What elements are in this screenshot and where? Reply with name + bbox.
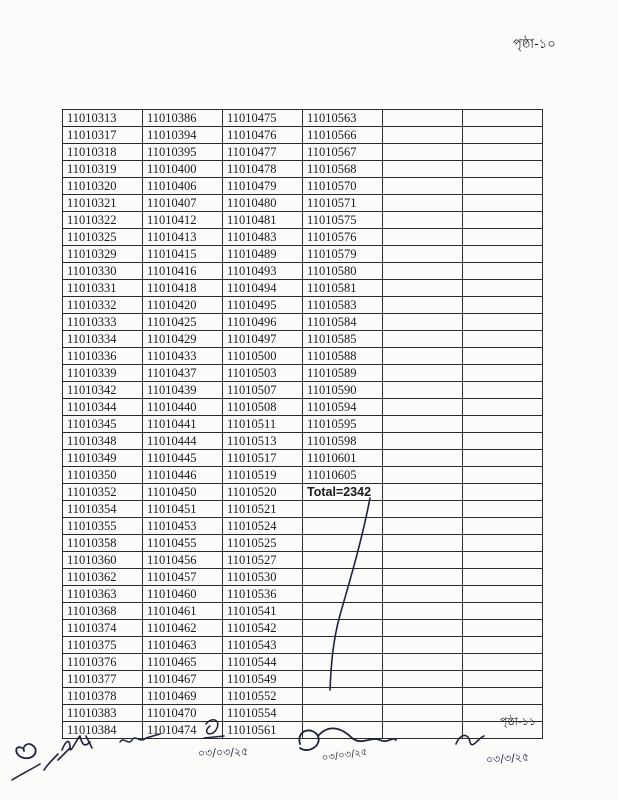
table-cell: 11010511 [223, 416, 303, 433]
table-cell: 11010520 [223, 484, 303, 501]
table-cell: 11010460 [143, 586, 223, 603]
table-cell: 11010400 [143, 161, 223, 178]
signature-6 [456, 735, 484, 744]
table-cell: 11010320 [63, 178, 143, 195]
table-cell: 11010579 [303, 246, 383, 263]
page-number-top: পৃষ্ঠা-১০ [513, 37, 556, 52]
table-cell: 11010580 [303, 263, 383, 280]
table-cell: 11010605 [303, 467, 383, 484]
table-cell: 11010420 [143, 297, 223, 314]
table-cell: 11010416 [143, 263, 223, 280]
table-cell: 11010583 [303, 297, 383, 314]
table-cell: 11010319 [63, 161, 143, 178]
table-cell: 11010384 [63, 722, 143, 739]
table-cell: 11010368 [63, 603, 143, 620]
table-cell: 11010489 [223, 246, 303, 263]
table-cell: 11010493 [223, 263, 303, 280]
table-cell: 11010517 [223, 450, 303, 467]
table-cell: 11010481 [223, 212, 303, 229]
table-cell: 11010461 [143, 603, 223, 620]
table-cell: 11010336 [63, 348, 143, 365]
table-cell: 11010413 [143, 229, 223, 246]
table-cell: 11010360 [63, 552, 143, 569]
table-cell: 11010536 [223, 586, 303, 603]
table-cell: 11010503 [223, 365, 303, 382]
table-cell: 11010350 [63, 467, 143, 484]
table-cell: 11010519 [223, 467, 303, 484]
page-number-bottom: পৃষ্ঠা-১১ [500, 715, 537, 728]
table-cell: 11010457 [143, 569, 223, 586]
table-cell: 11010571 [303, 195, 383, 212]
table-cell: 11010561 [223, 722, 303, 739]
table-cell: 11010508 [223, 399, 303, 416]
table-cell: 11010352 [63, 484, 143, 501]
table-cell: 11010329 [63, 246, 143, 263]
table-cell: 11010462 [143, 620, 223, 637]
signature-4 [204, 720, 224, 738]
table-cell: 11010348 [63, 433, 143, 450]
table-cell: 11010541 [223, 603, 303, 620]
table-cell: 11010525 [223, 535, 303, 552]
table-cell: 11010344 [63, 399, 143, 416]
table-cell: 11010349 [63, 450, 143, 467]
table-cell: 11010507 [223, 382, 303, 399]
table-cell: 11010339 [63, 365, 143, 382]
signature-3 [120, 734, 160, 742]
table-cell: 11010581 [303, 280, 383, 297]
table-cell: 11010575 [303, 212, 383, 229]
table-cell: 11010386 [143, 110, 223, 127]
table-cell: 11010321 [63, 195, 143, 212]
table-cell: 11010453 [143, 518, 223, 535]
table-cell: 11010497 [223, 331, 303, 348]
table-cell: 11010463 [143, 637, 223, 654]
table-cell: 11010594 [303, 399, 383, 416]
signature-date-2: ০৩/০৩/২৫ [321, 746, 369, 765]
table-cell: 11010495 [223, 297, 303, 314]
table-cell: 11010375 [63, 637, 143, 654]
signature-1-date [12, 748, 70, 780]
table-cell: 11010406 [143, 178, 223, 195]
table-cell: 11010465 [143, 654, 223, 671]
table-cell: 11010445 [143, 450, 223, 467]
table-cell: 11010425 [143, 314, 223, 331]
table-cell: 11010394 [143, 127, 223, 144]
table-cell: 11010318 [63, 144, 143, 161]
table-cell: 11010527 [223, 552, 303, 569]
table-cell: 11010376 [63, 654, 143, 671]
table-cell: 11010374 [63, 620, 143, 637]
signature-date-1: ০৩/০৩/২৫ [197, 745, 249, 760]
table-cell: 11010576 [303, 229, 383, 246]
table-cell: 11010342 [63, 382, 143, 399]
table-cell: 11010469 [143, 688, 223, 705]
table-cell: Total=2342 [303, 484, 383, 501]
table-cell: 11010441 [143, 416, 223, 433]
table-cell: 11010563 [303, 110, 383, 127]
table-cell: 11010363 [63, 586, 143, 603]
table-cell: 11010542 [223, 620, 303, 637]
table-cell: 11010589 [303, 365, 383, 382]
table-cell: 11010595 [303, 416, 383, 433]
table-cell: 11010450 [143, 484, 223, 501]
table-cell: 11010358 [63, 535, 143, 552]
table-cell: 11010584 [303, 314, 383, 331]
table-cell: 11010439 [143, 382, 223, 399]
table-cell: 11010566 [303, 127, 383, 144]
table-cell: 11010332 [63, 297, 143, 314]
table-cell: 11010549 [223, 671, 303, 688]
table-cell: 11010480 [223, 195, 303, 212]
table-cell: 11010317 [63, 127, 143, 144]
table-cell: 11010418 [143, 280, 223, 297]
table-cell: 11010455 [143, 535, 223, 552]
table-cell: 11010568 [303, 161, 383, 178]
table-cell: 11010354 [63, 501, 143, 518]
table-cell: 11010554 [223, 705, 303, 722]
table-cell: 11010601 [303, 450, 383, 467]
table-cell: 11010496 [223, 314, 303, 331]
table-cell: 11010500 [223, 348, 303, 365]
table-cell: 11010521 [223, 501, 303, 518]
table-cell: 11010467 [143, 671, 223, 688]
table-cell: 11010570 [303, 178, 383, 195]
table-cell: 11010543 [223, 637, 303, 654]
signature-1 [16, 744, 35, 758]
table-cell: 11010483 [223, 229, 303, 246]
table-cell: 11010322 [63, 212, 143, 229]
table-cell: 11010383 [63, 705, 143, 722]
table-cell: 11010479 [223, 178, 303, 195]
table-cell: 11010475 [223, 110, 303, 127]
table-cell: 11010429 [143, 331, 223, 348]
cancel-stroke [330, 498, 370, 690]
table-cell: 11010378 [63, 688, 143, 705]
table-cell: 11010567 [303, 144, 383, 161]
table-cell: 11010362 [63, 569, 143, 586]
table-cell: 11010474 [143, 722, 223, 739]
signature-2 [62, 736, 92, 750]
table-cell: 11010544 [223, 654, 303, 671]
table-cell: 11010478 [223, 161, 303, 178]
table-cell: 11010590 [303, 382, 383, 399]
table-cell: 11010477 [223, 144, 303, 161]
table-cell: 11010494 [223, 280, 303, 297]
table-cell: 11010476 [223, 127, 303, 144]
table-cell: 11010333 [63, 314, 143, 331]
table-cell: 11010334 [63, 331, 143, 348]
table-cell: 11010377 [63, 671, 143, 688]
table-cell: 11010433 [143, 348, 223, 365]
table-cell: 11010355 [63, 518, 143, 535]
table-cell: 11010513 [223, 433, 303, 450]
table-cell: 11010524 [223, 518, 303, 535]
table-cell: 11010330 [63, 263, 143, 280]
table-cell: 11010345 [63, 416, 143, 433]
table-cell: 11010395 [143, 144, 223, 161]
table-cell: 11010530 [223, 569, 303, 586]
table-cell: 11010412 [143, 212, 223, 229]
table-cell: 11010444 [143, 433, 223, 450]
table-cell: 11010415 [143, 246, 223, 263]
table-cell: 11010325 [63, 229, 143, 246]
table-cell: 11010313 [63, 110, 143, 127]
table-cell: 11010588 [303, 348, 383, 365]
table-cell: 11010440 [143, 399, 223, 416]
table-cell: 11010456 [143, 552, 223, 569]
table-cell: 11010598 [303, 433, 383, 450]
table-cell: 11010585 [303, 331, 383, 348]
table-cell: 11010437 [143, 365, 223, 382]
signature-date-3: ০৩/৩/২৫ [485, 750, 530, 767]
table-cell: 11010407 [143, 195, 223, 212]
table-cell: 11010331 [63, 280, 143, 297]
table-cell: 11010552 [223, 688, 303, 705]
table-cell: 11010446 [143, 467, 223, 484]
table-cell: 11010451 [143, 501, 223, 518]
table-cell: 11010470 [143, 705, 223, 722]
